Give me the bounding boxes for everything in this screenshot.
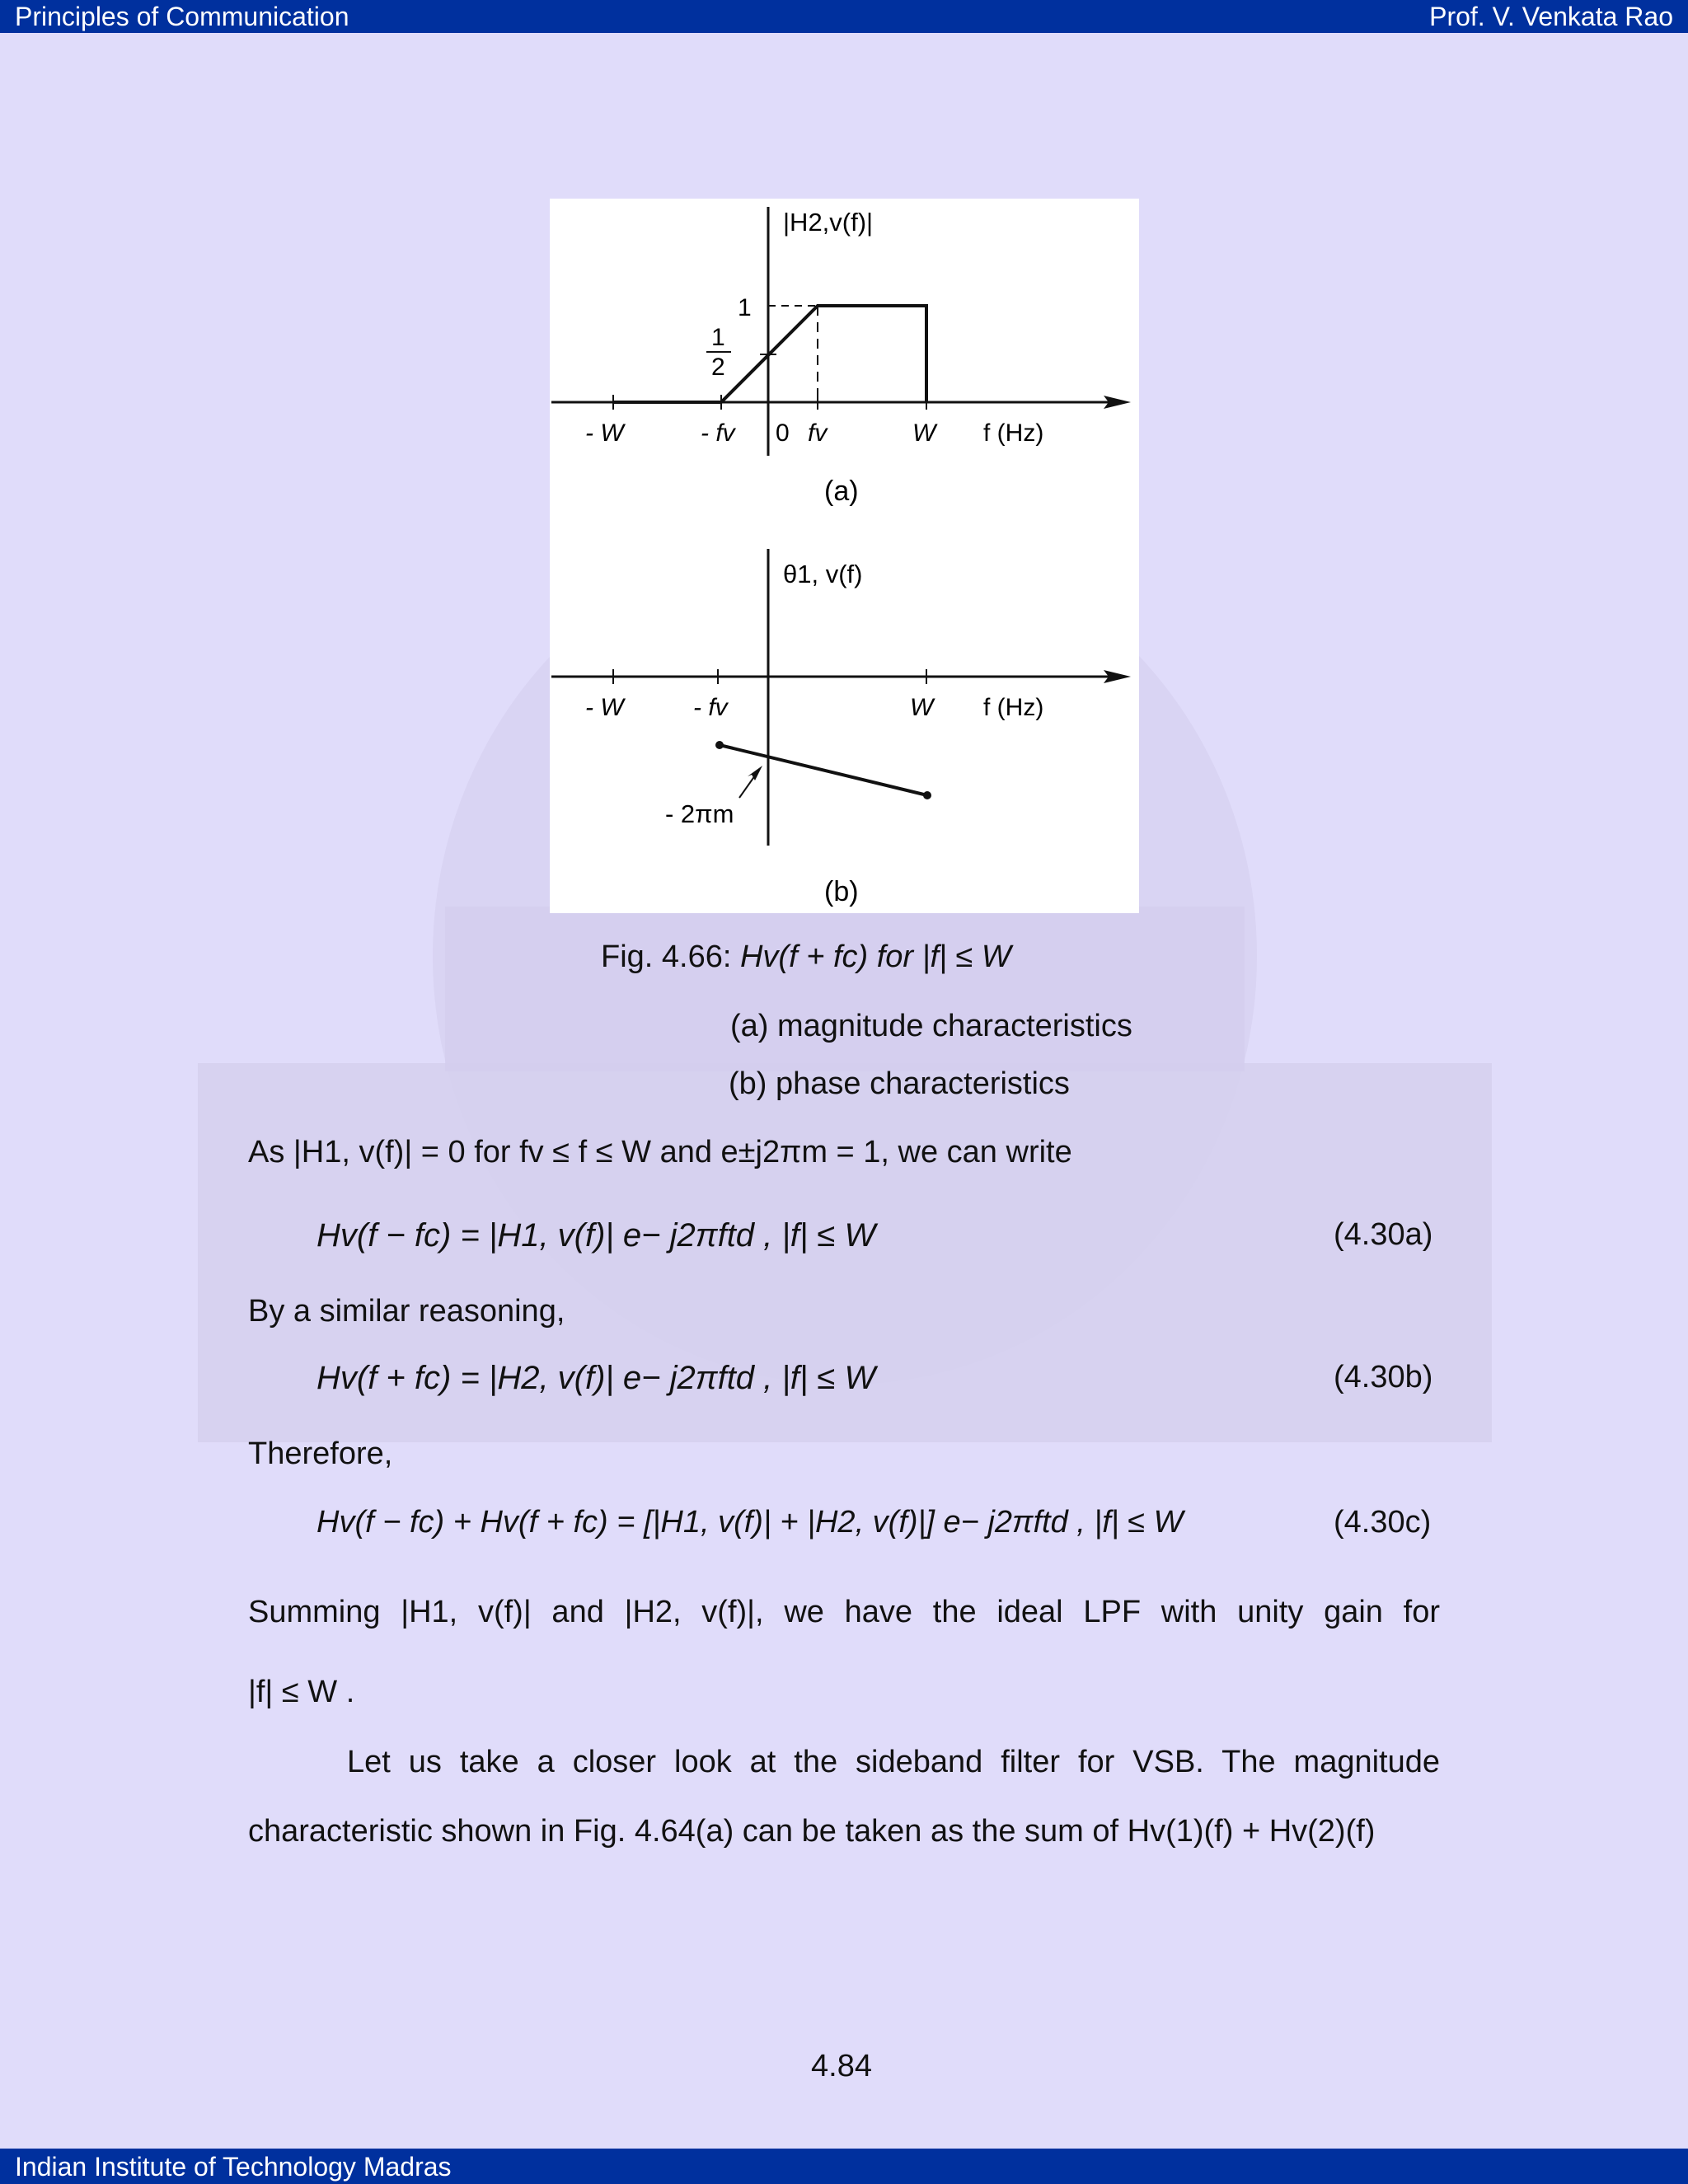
as-line: As |H1, v(f)| = 0 for fv ≤ f ≤ W and e±j2πm = 1, we can write <box>248 1135 1072 1169</box>
equation-4-30a: Hv(f − fc) = |H1, v(f)| e− j2πftd , |f| ≤ W <box>316 1217 876 1254</box>
panel-a-tick-minus-w: - W <box>585 419 624 447</box>
panel-b <box>551 549 1131 907</box>
figure-caption-a: (a) magnitude characteristics <box>730 1009 1132 1043</box>
paragraph-line-2: characteristic shown in Fig. 4.64(a) can be taken as the sum of Hv(1)(f) + Hv(2)(f) <box>248 1814 1376 1849</box>
paragraph-line-1: Let us take a closer look at the sideband filter for VSB. The magnitude <box>347 1745 1440 1779</box>
panel-a <box>551 207 1131 507</box>
panel-b-slope-label: - 2πm <box>665 799 734 828</box>
panel-a-tick-w: W <box>912 419 936 447</box>
panel-a-tick-zero: 0 <box>776 419 790 447</box>
figure-caption-formula: Hv(f + fc) for |f| ≤ W <box>739 940 1011 974</box>
equation-4-30b: Hv(f + fc) = |H2, v(f)| e− j2πftd , |f| ≤ W <box>316 1360 876 1396</box>
panel-b-xlabel: f (Hz) <box>983 694 1044 721</box>
header-author: Prof. V. Venkata Rao <box>1429 2 1673 31</box>
equation-4-30a-label: (4.30a) <box>1334 1217 1433 1252</box>
panel-b-tick-w: W <box>910 694 934 721</box>
equation-4-30b-label: (4.30b) <box>1334 1360 1433 1394</box>
panel-b-ylabel: θ1, v(f) <box>783 560 863 588</box>
equation-4-30c-label: (4.30c) <box>1334 1505 1432 1540</box>
figure-diagram <box>550 199 1139 913</box>
summing-line-2: |f| ≤ W . <box>248 1675 355 1709</box>
summing-line-1: Summing |H1, v(f)| and |H2, v(f)|, we have the ideal LPF with unity gain for <box>248 1595 1440 1629</box>
figure-caption-b: (b) phase characteristics <box>729 1066 1070 1101</box>
panel-a-tick-fv: fv <box>808 419 828 447</box>
panel-a-ytick-1: 1 <box>738 294 752 321</box>
panel-b-tick-minus-w: - W <box>585 694 624 721</box>
page-number: 4.84 <box>811 2049 872 2083</box>
figure-caption <box>601 938 1011 976</box>
panel-a-ytick-half-num: 1 <box>711 324 725 351</box>
panel-a-ytick-half-den: 2 <box>711 354 725 381</box>
panel-a-ylabel: |H2,v(f)| <box>783 208 874 237</box>
footer-institution: Indian Institute of Technology Madras <box>15 2152 452 2182</box>
panel-a-tick-minus-fv: - fv <box>701 419 735 447</box>
figure-box <box>550 199 1139 913</box>
panel-a-xlabel: f (Hz) <box>983 419 1044 447</box>
page-footer <box>0 2149 1688 2184</box>
panel-b-caption: (b) <box>824 876 859 907</box>
panel-b-tick-minus-fv: - fv <box>693 694 728 721</box>
panel-a-caption: (a) <box>824 476 859 507</box>
equation-4-30c: Hv(f − fc) + Hv(f + fc) = [|H1, v(f)| + |H2, v(f)|] e− j2πftd , |f| ≤ W <box>316 1505 1184 1540</box>
figure-caption-prefix: Fig. 4.66: <box>601 940 732 974</box>
similar-reasoning: By a similar reasoning, <box>248 1294 565 1329</box>
panel-b-phase-line <box>720 745 927 795</box>
page-header <box>0 0 1688 33</box>
therefore: Therefore, <box>248 1436 393 1471</box>
header-title: Principles of Communication <box>15 2 349 31</box>
